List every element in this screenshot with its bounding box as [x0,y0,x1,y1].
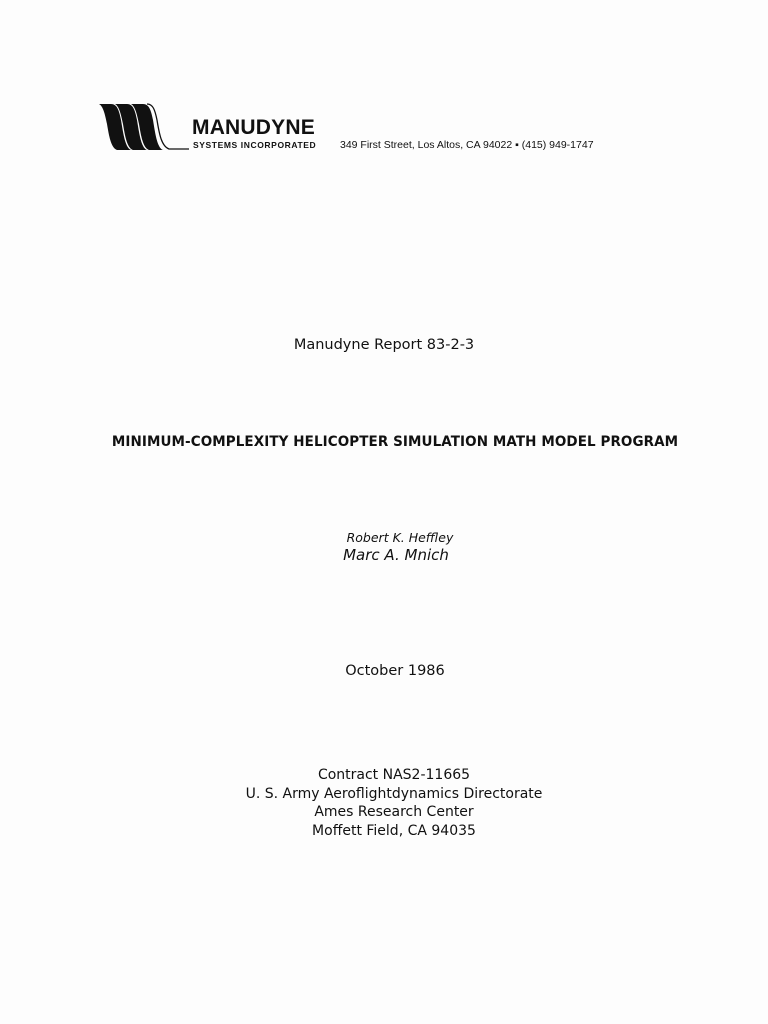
manudyne-logo-icon [97,102,189,152]
company-subtitle: SYSTEMS INCORPORATED [193,140,317,150]
company-address: 349 First Street, Los Altos, CA 94022 ▪ (415) 949-1747 [340,139,594,151]
author-name: Marc A. Mnich [343,546,449,564]
company-name: MANUDYNE [192,116,315,139]
contract-center: Ames Research Center [314,804,474,820]
contract-number: Contract NAS2-11665 [317,767,471,783]
report-number: Manudyne Report 83-2-3 [293,337,475,353]
author-name: Robert K. Heffley [346,530,454,545]
report-date: October 1986 [345,663,445,679]
contract-block [0,766,768,840]
contract-agency: U. S. Army Aeroflightdynamics Directorate [245,785,543,802]
report-title: MINIMUM-COMPLEXITY HELICOPTER SIMULATION MATH MODEL PROGRAM [111,434,679,450]
contract-location: Moffett Field, CA 94035 [312,822,476,839]
